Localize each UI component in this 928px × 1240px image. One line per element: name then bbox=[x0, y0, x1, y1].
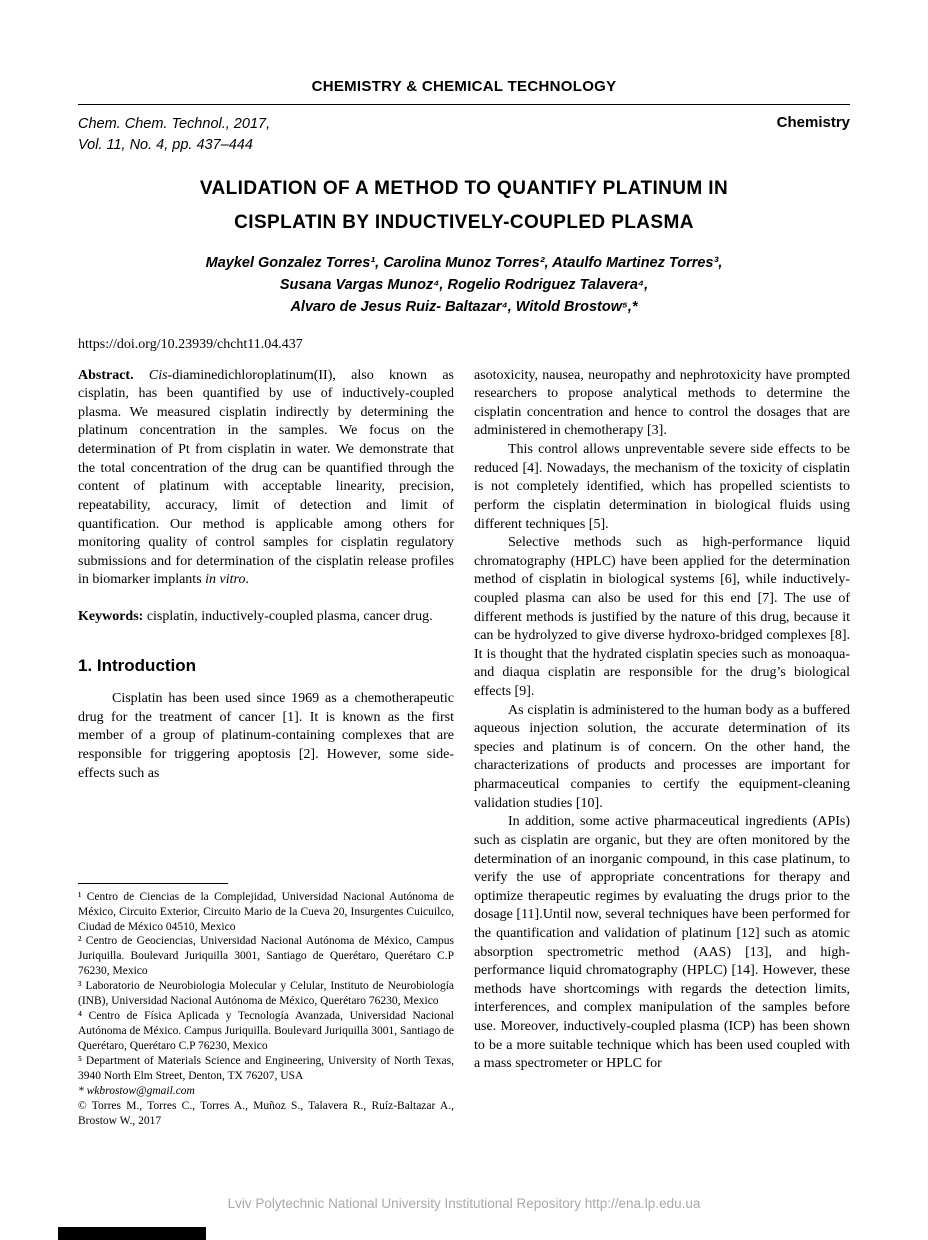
paper-title-line1: VALIDATION OF A METHOD TO QUANTIFY PLATINUM IN bbox=[199, 178, 729, 200]
abstract-label: Abstract. bbox=[78, 367, 134, 383]
paper-title-line2: CISPLATIN BY INDUCTIVELY-COUPLED PLASMA bbox=[234, 212, 694, 234]
journal-citation-line2: Vol. 11, No. 4, pp. 437–444 bbox=[78, 137, 253, 154]
left-column bbox=[78, 367, 454, 1159]
abstract-paragraph bbox=[78, 367, 454, 590]
abstract-period: . bbox=[245, 572, 249, 588]
corresponding-author-email[interactable]: * wkbrostow@gmail.com bbox=[78, 1084, 195, 1097]
two-column-body bbox=[78, 367, 850, 1159]
header-rule bbox=[78, 104, 850, 105]
keywords-text: cisplatin, inductively-coupled plasma, cancer drug. bbox=[143, 608, 433, 624]
authors-line2: Susana Vargas Munoz⁴, Rogelio Rodriguez Talavera⁴, bbox=[279, 277, 649, 294]
right-column bbox=[474, 367, 850, 1159]
authors-line1: Maykel Gonzalez Torres¹, Carolina Munoz Torres², Ataulfo Martinez Torres³, bbox=[205, 255, 723, 272]
abstract-cis: Cis bbox=[133, 367, 168, 383]
section-heading-introduction: 1. Introduction bbox=[78, 655, 197, 675]
footnote-affiliation-5: ⁵ Department of Materials Science and Engineering, University of North Texas, 3940 North Elm Street, Denton, TX 76207, USA bbox=[78, 1054, 454, 1082]
footnote-affiliation-3: ³ Laboratorio de Neurobiologia Molecular y Celular, Instituto de Neurobiología (INB), Universidad Nacional Autónoma de México, Querétaro 76230, Mexico bbox=[78, 980, 454, 1008]
running-head: CHEMISTRY & CHEMICAL TECHNOLOGY bbox=[311, 78, 617, 95]
abstract-in-vitro: in vitro bbox=[205, 572, 246, 588]
journal-section-label: Chemistry bbox=[776, 114, 850, 131]
paragraph-continuation: asotoxicity, nausea, neuropathy and nephrotoxicity have prompted researchers to propose analytical methods to determine the cisplatin concentration and hence to control the dosages that are administered in chemotherapy [3]. bbox=[474, 367, 850, 439]
keywords-label: Keywords: bbox=[78, 608, 144, 624]
footnotes-block bbox=[78, 883, 454, 1129]
paragraph: As cisplatin is administered to the human body as a buffered aqueous injection solution, the accurate determination of its species and platinum is of concern. On the other hand, the characterizations of products and processes are important for pharmaceutical companies to certify the equipment-cleaning validation studies [10]. bbox=[474, 702, 850, 811]
footnote-rule bbox=[78, 883, 228, 884]
journal-citation bbox=[78, 114, 270, 156]
abstract-body: -diaminedichloroplatinum(II), also known as cisplatin, has been quantified by use of inductively-coupled plasma. We measured cisplatin indirectly by determining the platinum concentration in the samples. We focus on the determination of Pt from cisplatin in water. We demonstrate that the total concentration of the drug can be quantified through the content of platinum with acceptable linearity, precision, repeatability, accuracy, limit of detection and limit of quantification. Our method is applicable among others for monitoring quality of control samples for cisplatin regulatory submissions and for determination of the cisplatin release profiles in biomarker implants bbox=[78, 367, 454, 588]
footnote-affiliation-2: ² Centro de Geociencias, Universidad Nacional Autónoma de México, Campus Juriquilla. Boulevard Juriquilla 3001, Santiago de Querétaro, Querétaro C.P 76230, Mexico bbox=[78, 935, 454, 978]
authors-line3: Alvaro de Jesus Ruiz- Baltazar⁴, Witold Brostow⁵,* bbox=[290, 298, 638, 315]
paragraph: This control allows unpreventable severe side effects to be reduced [4]. Nowadays, the mechanism of the toxicity of cisplatin is not completely identified, which has propelled scientists to perform the cisplatin determination in biological fluids using different techniques [5]. bbox=[474, 442, 850, 532]
copyright-line: © Torres M., Torres C., Torres A., Muñoz S., Talavera R., Ruíz-Baltazar A., Brostow W., 2017 bbox=[78, 1099, 454, 1127]
paragraph: In addition, some active pharmaceutical ingredients (APIs) such as cisplatin are organic, but they are often monitored by the determination of an inorganic compound, in this case platinum, to verify the use of appropriate concentrations for therapy and optimize therapeutic regimes by evaluating the drugs prior to the dosage [11].Until now, several techniques have been performed for the quantification and validation of platinum [12] such as atomic absorption spectrometric method (AAS) [13], and high-performance liquid chromatography (HPLC) [14]. However, these methods have shortcomings with regards the detection limits, interferences, and complex manipulation of the samples before use. Moreover, inductively-coupled plasma (ICP) has been shown to be a more suitable technique which has been used coupled with a mass spectrometer or HPLC for bbox=[474, 814, 850, 1072]
journal-row bbox=[78, 114, 850, 156]
introduction-paragraph: Cisplatin has been used since 1969 as a chemotherapeutic drug for the treatment of cancer [1]. It is known as the first member of a group of platinum-containing complexes that are responsible for triggering apoptosis [2]. However, some side-effects such as bbox=[78, 691, 454, 781]
bottom-left-black-bar bbox=[58, 1227, 206, 1240]
paragraph: Selective methods such as high-performance liquid chromatography (HPLC) have been applied for the determination method of cisplatin in biological systems [6], while inductively-coupled plasma can also be used for this end [7]. The use of different methods is justified by the nature of this drug, because it can be hydrolyzed to give diverse hydroxo-bridged complexes [8]. It is thought that the hydrated cisplatin species such as monoaqua- and diaqua cisplatin are responsible for the drug’s biological effects [9]. bbox=[474, 535, 850, 700]
footnote-affiliation-4: ⁴ Centro de Física Aplicada y Tecnología Avanzada, Universidad Nacional Autónoma de México. Campus Juriquilla. Boulevard Juriquilla 3001, Santiago de Querétaro, Querétaro C.P 76230, Mexico bbox=[78, 1010, 454, 1053]
authors-block bbox=[78, 253, 850, 318]
keywords-paragraph bbox=[78, 608, 454, 627]
footnote-affiliation-1: ¹ Centro de Ciencias de la Complejidad, Universidad Nacional Autónoma de México, Circuito Exterior, Circuito Mario de la Cueva 20, Insurgentes Cuicuilco, Ciudad de México 04510, Mexico bbox=[78, 890, 454, 933]
journal-citation-line1: Chem. Chem. Technol., 2017, bbox=[78, 116, 271, 132]
paper-title bbox=[78, 172, 850, 240]
doi-link[interactable]: https://doi.org/10.23939/chcht11.04.437 bbox=[78, 336, 303, 352]
repository-footer: Lviv Polytechnic National University Institutional Repository http://ena.lp.edu.ua bbox=[227, 1196, 701, 1211]
